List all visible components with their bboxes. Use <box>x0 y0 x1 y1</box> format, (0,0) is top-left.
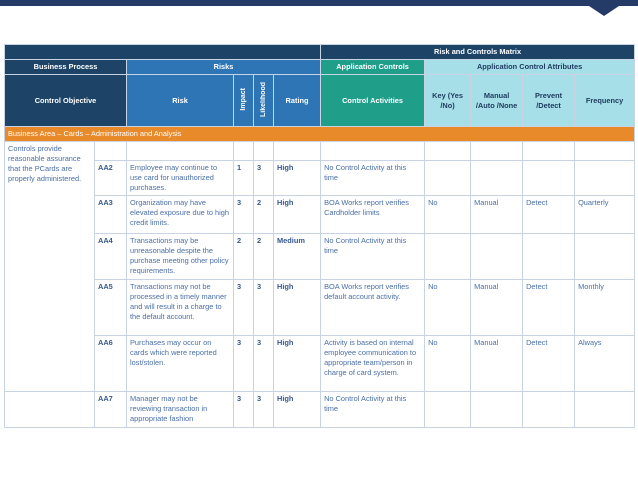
frequency-value <box>575 161 635 196</box>
col-key: Key (Yes /No) <box>425 75 471 127</box>
control-activity: BOA Works report verifies default account activity. <box>321 280 425 336</box>
risk-id: AA3 <box>95 196 127 234</box>
business-area-band: Business Area – Cards – Administration and Analysis <box>5 127 635 142</box>
impact-value: 3 <box>234 196 254 234</box>
prevent-value: Detect <box>523 280 575 336</box>
prevent-value <box>523 234 575 280</box>
risk-text: Employee may continue to use card for unauthorized purchases. <box>127 161 234 196</box>
col-impact: Impact <box>239 87 247 111</box>
likelihood-value: 2 <box>254 196 274 234</box>
col-control-objective: Control Objective <box>5 75 127 127</box>
risk-id: AA5 <box>95 280 127 336</box>
impact-value: 2 <box>234 234 254 280</box>
rating-value: High <box>274 336 321 392</box>
top-accent-bar <box>0 0 638 6</box>
frequency-value: Quarterly <box>575 196 635 234</box>
risk-id: AA4 <box>95 234 127 280</box>
risk-text: Organization may have elevated exposure due to high credit limits. <box>127 196 234 234</box>
rating-value: Medium <box>274 234 321 280</box>
risk-controls-matrix <box>4 44 635 428</box>
rating-value: High <box>274 392 321 428</box>
likelihood-value: 3 <box>254 161 274 196</box>
control-activity: No Control Activity at this time <box>321 234 425 280</box>
rating-value: High <box>274 196 321 234</box>
rating-value: High <box>274 161 321 196</box>
frequency-value <box>575 234 635 280</box>
col-likelihood: Likelihood <box>259 81 267 117</box>
risk-id: AA2 <box>95 161 127 196</box>
prevent-value: Detect <box>523 336 575 392</box>
table-row <box>5 392 635 428</box>
risk-id: AA6 <box>95 336 127 392</box>
group-business-process: Business Process <box>5 60 127 75</box>
manual-value <box>471 234 523 280</box>
manual-value: Manual <box>471 196 523 234</box>
table-row <box>5 336 635 392</box>
control-activity: Activity is based on internal employee communication to appropriate team/person in charge of card system. <box>321 336 425 392</box>
key-value: No <box>425 196 471 234</box>
risk-text: Manager may not be reviewing transaction in appropriate fashion <box>127 392 234 428</box>
manual-value <box>471 161 523 196</box>
impact-value: 3 <box>234 280 254 336</box>
likelihood-value: 2 <box>254 234 274 280</box>
risk-text: Purchases may occur on cards which were reported lost/stolen. <box>127 336 234 392</box>
likelihood-value: 3 <box>254 336 274 392</box>
manual-value: Manual <box>471 336 523 392</box>
impact-value: 3 <box>234 336 254 392</box>
matrix-title: Risk and Controls Matrix <box>321 45 635 60</box>
control-activity: No Control Activity at this time <box>321 161 425 196</box>
risk-text: Transactions may not be processed in a timely manner and will result in a charge to the default account. <box>127 280 234 336</box>
control-objective-text: Controls provide reasonable assurance that the PCards are properly administered. <box>5 142 95 392</box>
key-value <box>425 392 471 428</box>
frequency-value: Always <box>575 336 635 392</box>
key-value: No <box>425 336 471 392</box>
likelihood-value: 3 <box>254 280 274 336</box>
manual-value: Manual <box>471 280 523 336</box>
impact-value: 1 <box>234 161 254 196</box>
likelihood-value: 3 <box>254 392 274 428</box>
col-prevent-detect: Prevent /Detect <box>523 75 575 127</box>
group-risks: Risks <box>127 60 321 75</box>
col-risk: Risk <box>127 75 234 127</box>
col-control-activities: Control Activities <box>321 75 425 127</box>
col-frequency: Frequency <box>575 75 635 127</box>
frequency-value <box>575 392 635 428</box>
key-value <box>425 161 471 196</box>
impact-value: 3 <box>234 392 254 428</box>
table-row <box>5 280 635 336</box>
group-app-controls: Application Controls <box>321 60 425 75</box>
rating-value: High <box>274 280 321 336</box>
control-activity: BOA Works report verifies Cardholder limits <box>321 196 425 234</box>
prevent-value <box>523 161 575 196</box>
key-value <box>425 234 471 280</box>
risk-text: Transactions may be unreasonable despite the purchase meeting other policy requirements. <box>127 234 234 280</box>
table-row <box>5 196 635 234</box>
table-row <box>5 161 635 196</box>
control-activity: No Control Activity at this time <box>321 392 425 428</box>
key-value: No <box>425 280 471 336</box>
col-manual-auto: Manual /Auto /None <box>471 75 523 127</box>
corner-accent <box>580 0 628 16</box>
prevent-value <box>523 392 575 428</box>
group-attributes: Application Control Attributes <box>425 60 635 75</box>
col-rating: Rating <box>274 75 321 127</box>
manual-value <box>471 392 523 428</box>
table-row <box>5 234 635 280</box>
prevent-value: Detect <box>523 196 575 234</box>
risk-id: AA7 <box>95 392 127 428</box>
frequency-value: Monthly <box>575 280 635 336</box>
